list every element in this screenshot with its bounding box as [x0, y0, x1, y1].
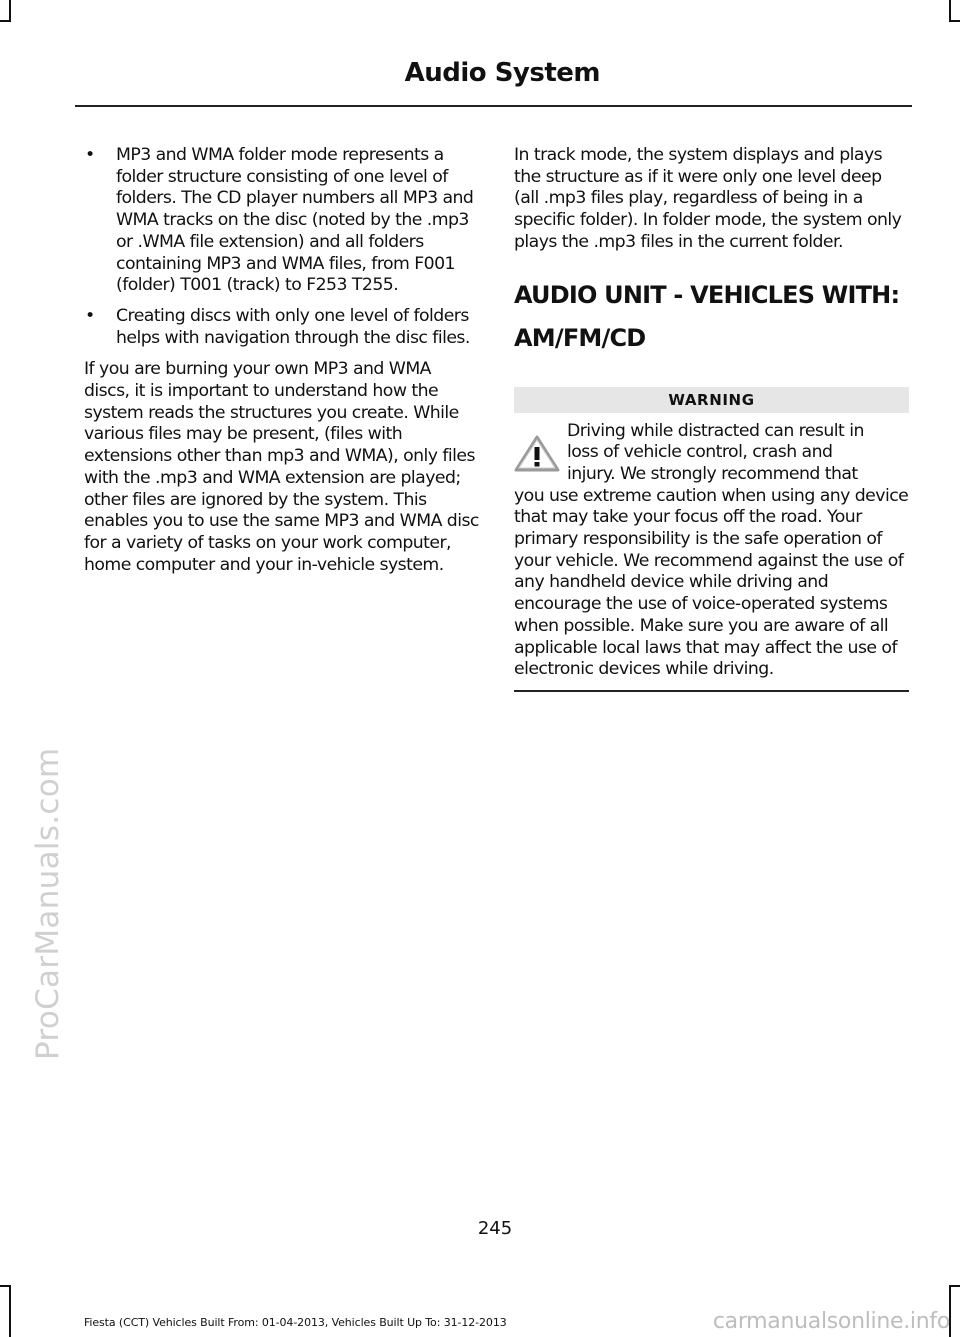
- warning-text-line: Driving while distracted can result in: [567, 420, 864, 441]
- footer-watermark-brand: carmanualsonline.info: [712, 1309, 950, 1334]
- track-mode-paragraph: In track mode, the system displays and plays the structure as if it were only one level deep (all .mp3 files play, regardless of being in a specific folder). In folder mode, the system only plays the .mp3 files in the current folder.: [514, 145, 902, 252]
- bullet-marker: •: [85, 145, 95, 165]
- section-heading-line-2: AM/FM/CD: [514, 323, 646, 352]
- bullet-item-disc-levels: [84, 306, 479, 349]
- warning-triangle-icon: [514, 435, 560, 473]
- section-heading-line-1: AUDIO UNIT - VEHICLES WITH:: [514, 280, 900, 309]
- section-heading: [514, 279, 909, 354]
- warning-text-rest: you use extreme caution when using any device that may take your focus off the road. Your primary responsibility is the safe operation of your vehicle. We recommend against the use of any handheld device while driving and encourage the use of voice-operated systems when possible. Make sure you are aware of all applicable local laws that may affect the use of electronic devices while driving.: [514, 485, 909, 680]
- warning-text-line: injury. We strongly recommend that: [567, 463, 858, 484]
- left-column: [84, 145, 479, 576]
- warning-bottom-divider: [514, 690, 909, 692]
- page-number: 245: [477, 1218, 513, 1239]
- warning-label: WARNING: [514, 387, 909, 413]
- bullet-text: MP3 and WMA folder mode represents a folder structure consisting of one level of folders. The CD player numbers all MP3 and WMA tracks on the disc (noted by the .mp3 or .WMA file extension) and all folders containing MP3 and WMA files, from F001 (folder) T001 (track) to F253 T255.: [116, 145, 474, 296]
- bullet-text: Creating discs with only one level of folders helps with navigation through the disc files.: [116, 305, 470, 348]
- bullet-item-folder-mode: [84, 145, 479, 297]
- header-divider: [75, 105, 912, 107]
- warning-text-line: loss of vehicle control, crash and: [567, 442, 833, 463]
- crop-mark-top-left-horizontal: [0, 20, 11, 22]
- page-title: Audio System: [404, 58, 600, 88]
- side-watermark-text: ProCarManuals.com: [30, 747, 66, 1060]
- warning-box: [514, 421, 909, 692]
- burning-discs-paragraph: If you are burning your own MP3 and WMA discs, it is important to understand how the system reads the structures you create. While various files may be present, (files with extensions other than mp3 and WMA), only files with the .mp3 and WMA extension are played; other files are ignored by the system. This enables you to use the same MP3 and WMA disc for a variety of tasks on your work computer, home computer and your in-vehicle system.: [84, 359, 479, 575]
- crop-mark-top-left-vertical: [9, 0, 11, 22]
- crop-mark-top-right-horizontal: [949, 20, 960, 22]
- crop-mark-top-right-vertical: [949, 0, 951, 22]
- bullet-marker: •: [85, 305, 95, 326]
- footer-vehicle-note: Fiesta (CCT) Vehicles Built From: 01-04-2013, Vehicles Built Up To: 31-12-2013: [84, 1316, 507, 1329]
- crop-mark-bottom-left-vertical: [9, 1285, 11, 1337]
- warning-text: [514, 421, 909, 681]
- crop-mark-bottom-left-horizontal: [0, 1285, 11, 1287]
- side-watermark: [28, 500, 68, 1060]
- crop-mark-bottom-right-horizontal: [949, 1285, 960, 1287]
- right-column: [514, 145, 909, 692]
